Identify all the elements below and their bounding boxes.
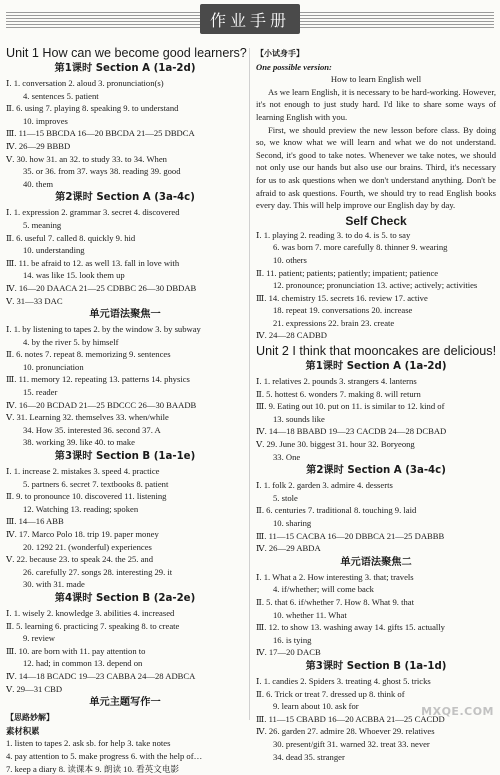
answer-line: Ⅰ. 1. folk 2. garden 3. admire 4. desserts [256,479,496,492]
answer-line: 10. pronunciation [6,361,244,374]
unit-title: Unit 1 How can we become good learners? [6,46,244,61]
section-title: 第2课时 Section A (3a-4c) [256,464,496,478]
answer-line: Ⅱ. 5. learning 6. practicing 7. speaking 8. to create [6,620,244,633]
answer-line: Ⅲ. 9. Eating out 10. put on 11. is similar to 12. kind of [256,400,496,413]
answer-line: 4. if/whether; will come back [256,583,496,596]
answer-line: 12. Watching 13. reading; spoken [6,503,244,516]
answer-line: Ⅰ. 1. by listening to tapes 2. by the window 3. by subway [6,323,244,336]
answer-line: Ⅲ. 11—15 CACBA 16—20 DBBCA 21—25 DABBB [256,530,496,543]
sub-heading: 素材积累 [6,725,244,738]
answer-line: 34. dead 35. stranger [256,751,496,764]
self-check-heading: Self Check [256,214,496,229]
section-title: 第3课时 Section B (1a-1d) [256,660,496,674]
answer-line: Ⅰ. 1. candies 2. Spiders 3. treating 4. ghost 5. tricks [256,675,496,688]
answer-line: 14. was like 15. look them up [6,269,244,282]
answer-line: Ⅱ. 5. hottest 6. wonders 7. making 8. will return [256,388,496,401]
sample-essay [256,73,496,212]
answer-line: Ⅴ. 30. how 31. an 32. to study 33. to 34. When [6,153,244,166]
answer-line: Ⅰ. 1. expression 2. grammar 3. secret 4. discovered [6,206,244,219]
right-column [256,46,496,763]
answer-line: Ⅳ. 16—20 BCDAD 21—25 BDCCC 26—30 BAADB [6,399,244,412]
answer-line: Ⅰ. 1. conversation 2. aloud 3. pronunciation(s) [6,77,244,90]
answer-line: Ⅱ. 5. that 6. if/whether 7. How 8. What 9. that [256,596,496,609]
answer-line: 18. repeat 19. conversations 20. increase [256,304,496,317]
section-title: 第2课时 Section A (3a-4c) [6,191,244,205]
answer-line: Ⅲ. 11—15 BBCDA 16—20 BBCDA 21—25 DBDCA [6,127,244,140]
section-title: 第3课时 Section B (1a-1e) [6,450,244,464]
answer-line: Ⅲ. 11. memory 12. repeating 13. patterns 14. physics [6,373,244,386]
answer-line: 30. with 31. made [6,578,244,591]
answer-line: 4. by the river 5. by himself [6,336,244,349]
answer-line: Ⅲ. 11—15 CBABD 16—20 ACBBA 21—25 CACDD [256,713,496,726]
answer-line: Ⅳ. 24—28 CADBD [256,329,496,342]
answer-line: 6. was born 7. more carefully 8. thinner 9. wearing [256,241,496,254]
answer-line: Ⅲ. 12. to show 13. washing away 14. gifts 15. actually [256,621,496,634]
answer-line: 26. carefully 27. songs 28. interesting 29. it [6,566,244,579]
answer-line: Ⅲ. 11. be afraid to 12. as well 13. fall in love with [6,257,244,270]
left-column [6,46,244,775]
answer-line: 38. working 39. like 40. to make [6,436,244,449]
answer-line: 15. reader [6,386,244,399]
answer-line: Ⅳ. 26—29 ABDA [256,542,496,555]
section-title: 第1课时 Section A (1a-2d) [6,62,244,76]
answer-line: 12. pronounce; pronunciation 13. active; actively; activities [256,279,496,292]
answer-line: 4. sentences 5. patient [6,90,244,103]
answer-line: Ⅳ. 17. Marco Polo 18. trip 19. paper money [6,528,244,541]
answer-line: 10. understanding [6,244,244,257]
section-title: 第4课时 Section B (2a-2e) [6,592,244,606]
answer-line: Ⅱ. 6. Trick or treat 7. dressed up 8. think of [256,688,496,701]
answer-line: 1. listen to tapes 2. ask sb. for help 3. take notes [6,737,244,750]
answer-line: 5. partners 6. secret 7. textbooks 8. patient [6,478,244,491]
answer-line: 12. had; in common 13. depend on [6,657,244,670]
answer-line: 34. How 35. interested 36. second 37. A [6,424,244,437]
answer-line: 7. keep a diary 8. 读课本 9. 朗读 10. 看英文电影 [6,763,244,775]
section-title: 单元语法聚焦二 [256,556,496,570]
answer-line: 10. others [256,254,496,267]
answer-line: Ⅱ. 6. centuries 7. traditional 8. touching 9. laid [256,504,496,517]
answer-line: Ⅳ. 26—29 BBBD [6,140,244,153]
section-title: 单元主题写作一 [6,696,244,710]
answer-line: Ⅱ. 6. using 7. playing 8. speaking 9. to understand [6,102,244,115]
essay-paragraph: First, we should preview the new lesson before class. By doing so, we know what we will learn and what we do not understand. Second, it's good to take notes. Whenever we take notes, we should not only use our hands but also use our brains. Third, it's necessary for us to ask questions when we don't understand anything. Don't be afraid to ask questions. Fourth, we should try to read English books every day. This will help improve our English day by day. [256,124,496,212]
answer-line: 9. learn about 10. ask for [256,700,496,713]
answer-line: 5. stole [256,492,496,505]
answer-line: Ⅲ. 10. are born with 11. pay attention to [6,645,244,658]
answer-line: Ⅴ. 22. because 23. to speak 24. the 25. and [6,553,244,566]
answer-line: Ⅳ. 14—18 BBABD 19—23 CACDB 24—28 DCBAD [256,425,496,438]
answer-line: 35. or 36. from 37. ways 38. reading 39. good [6,165,244,178]
answer-line: 13. sounds like [256,413,496,426]
bracket-heading: 【思路妙解】 [6,712,244,725]
essay-paragraph: As we learn English, it is necessary to be hard-working. However, it's not enough to just study hard. I'd like to share some ways of learning English with you. [256,86,496,124]
header-title: 作业手册 [200,4,300,34]
answer-line: 16. is tying [256,634,496,647]
answer-line: Ⅴ. 29. June 30. biggest 31. hour 32. Boryeong [256,438,496,451]
answer-line: 10. sharing [256,517,496,530]
answer-line: Ⅰ. 1. playing 2. reading 3. to do 4. is 5. to say [256,229,496,242]
answer-line: 10. whether 11. What [256,609,496,622]
essay-title: How to learn English well [256,73,496,86]
answer-line: Ⅲ. 14—16 ABB [6,515,244,528]
answer-line: Ⅳ. 14—18 BCADC 19—23 CABBA 24—28 ADBCA [6,670,244,683]
unit-title: Unit 2 I think that mooncakes are delicious! [256,344,496,359]
answer-line: 20. 1292 21. (wonderful) experiences [6,541,244,554]
answer-line: Ⅱ. 9. to pronounce 10. discovered 11. listening [6,490,244,503]
sample-label: One possible version: [256,61,496,74]
answer-line: Ⅰ. 1. increase 2. mistakes 3. speed 4. practice [6,465,244,478]
answer-line: Ⅰ. 1. What a 2. How interesting 3. that; travels [256,571,496,584]
answer-line: 40. them [6,178,244,191]
page-header [0,0,500,40]
answer-line: Ⅳ. 26. garden 27. admire 28. Whoever 29. relatives [256,725,496,738]
answer-line: 9. review [6,632,244,645]
column-divider [249,48,250,720]
answer-line: 33. One [256,451,496,464]
answer-line: 21. expressions 22. brain 23. create [256,317,496,330]
answer-line: 10. improves [6,115,244,128]
answer-line: Ⅳ. 16—20 DAACA 21—25 CDBBC 26—30 DBDAB [6,282,244,295]
answer-line: 30. present/gift 31. warned 32. treat 33. never [256,738,496,751]
answer-line: Ⅴ. 31—33 DAC [6,295,244,308]
answer-line: Ⅳ. 17—20 DACB [256,646,496,659]
answer-line: Ⅲ. 14. chemistry 15. secrets 16. review 17. active [256,292,496,305]
answer-line: 5. meaning [6,219,244,232]
section-title: 第1课时 Section A (1a-2d) [256,360,496,374]
answer-line: 4. pay attention to 5. make progress 6. with the help of… [6,750,244,763]
answer-line: Ⅰ. 1. wisely 2. knowledge 3. abilities 4. increased [6,607,244,620]
answer-line: Ⅴ. 31. Learning 32. themselves 33. when/while [6,411,244,424]
answer-line: Ⅰ. 1. relatives 2. pounds 3. strangers 4. lanterns [256,375,496,388]
answer-line: Ⅱ. 6. useful 7. called 8. quickly 9. hid [6,232,244,245]
watermark-logo: MXQE.COM [416,700,494,722]
answer-line: Ⅴ. 29—31 CBD [6,683,244,696]
practice-heading: 【小试身手】 [256,48,496,61]
answer-line: Ⅱ. 11. patient; patients; patiently; impatient; patience [256,267,496,280]
section-title: 单元语法聚焦一 [6,308,244,322]
answer-line: Ⅱ. 6. notes 7. repeat 8. memorizing 9. sentences [6,348,244,361]
